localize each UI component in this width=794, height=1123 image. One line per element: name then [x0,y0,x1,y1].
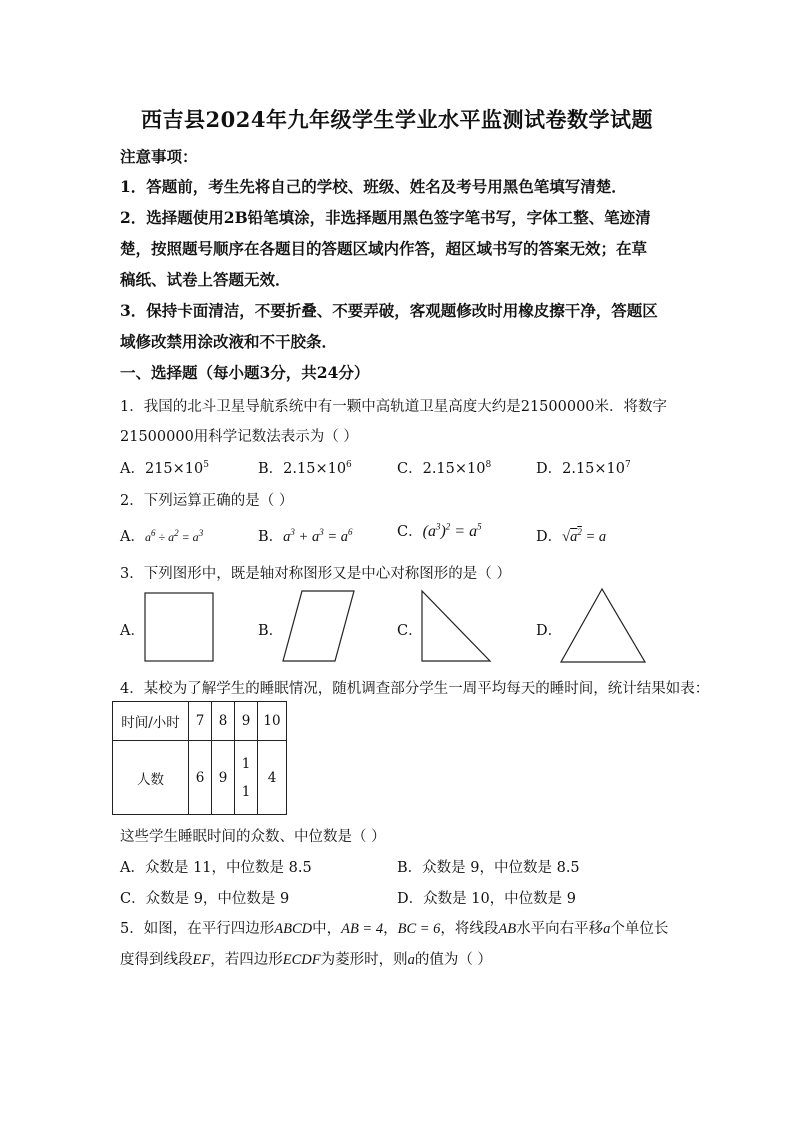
notice-line-4: 稿纸、试卷上答题无效． [120,270,291,289]
table-header-cell: 8 [212,702,235,741]
section-heading: 一、选择题（每小题3分，共24分） [120,363,370,382]
q3-option-c-label: C． [397,623,423,639]
q1-option-a: A．$215\times 10^5$ [120,460,209,477]
table-cell: 9 [212,741,235,815]
q1-stem-line-1: 1．我国的北斗卫星导航系统中有一颗中高轨道卫星高度大约是21500000米．将数字 [120,399,668,415]
q3-option-d-label: D． [536,623,563,639]
sleep-table [112,701,287,815]
q3-option-b-label: B． [258,623,284,639]
q5-stem-line-2: 度得到线段EF，若四边形ECDF为菱形时，则a的值为（ ） [120,952,492,968]
q4-option-a: A．众数是 11，中位数是 8.5 [120,860,312,876]
q2-option-a: A．$a^6 \div a^2 = a^3$ [120,528,204,545]
notice-line-2: 2．选择题使用2B铅笔填涂，非选择题用黑色签字笔书写，字体工整、笔迹清 [120,208,651,227]
parallelogram-figure [283,591,354,661]
triangle-figure [561,589,645,662]
q1-option-d: D．$2.15\times 10^7$ [536,460,631,477]
table-header-cell: 时间/小时 [113,702,189,741]
table-cell: 4 [258,741,287,815]
notice-heading: 注意事项： [120,147,198,166]
notice-line-3: 楚，按照题号顺序在各题目的答题区域内作答，超区域书写的答案无效；在草 [120,239,648,258]
q1-stem-line-2: 21500000用科学记数法表示为（ ） [120,429,358,445]
q1-option-b: B．$2.15\times 10^6$ [258,460,352,477]
table-cell: 6 [189,741,212,815]
q2-stem: 2．下列运算正确的是（ ） [120,493,294,509]
notice-line-5: 3．保持卡面清洁，不要折叠、不要弄破，客观题修改时用橡皮擦干净，答题区 [120,301,658,320]
table-header-cell: 9 [235,702,258,741]
q4-stem: 4．某校为了解学生的睡眠情况，随机调查部分学生一周平均每天的睡时间，统计结果如表： [120,681,710,697]
table-cell: 人数 [113,741,189,815]
notice-line-6: 域修改禁用涂改液和不干胶条． [120,332,338,351]
q4-option-c: C．众数是 9，中位数是 9 [120,891,290,907]
page-title: 西吉县2024年九年级学生学业水平监测试卷数学试题 [141,107,653,132]
q4-question: 这些学生睡眠时间的众数、中位数是（ ） [120,829,386,845]
q3-option-a-label: A． [120,623,145,639]
q2-option-d: D．$√a^2 = a$ [536,527,607,545]
notice-line-1: 1．答题前，考生先将自己的学校、班级、姓名及考号用黑色笔填写清楚． [120,177,627,196]
q4-option-d: D．众数是 10，中位数是 9 [397,891,577,907]
table-header-cell: 10 [258,702,287,741]
table-header-cell: 7 [189,702,212,741]
q5-stem-line-1: 5．如图，在平行四边形ABCD中，AB = 4，BC = 6，将线段AB水平向右平移a个单位长 [120,921,669,937]
q2-option-c: C．$(a^3)^2 = a^5$ [397,521,482,540]
q2-option-b: B．$a^3 + a^3 = a^6$ [258,527,353,545]
q4-option-b: B．众数是 9，中位数是 8.5 [397,860,580,876]
table-cell: 1 1 [235,741,258,815]
q3-stem: 3．下列图形中，既是轴对称图形又是中心对称图形的是（ ） [120,566,511,582]
square-figure [145,593,213,661]
right-triangle-figure [422,591,490,661]
q1-option-c: C．$2.15\times 10^8$ [397,460,492,477]
